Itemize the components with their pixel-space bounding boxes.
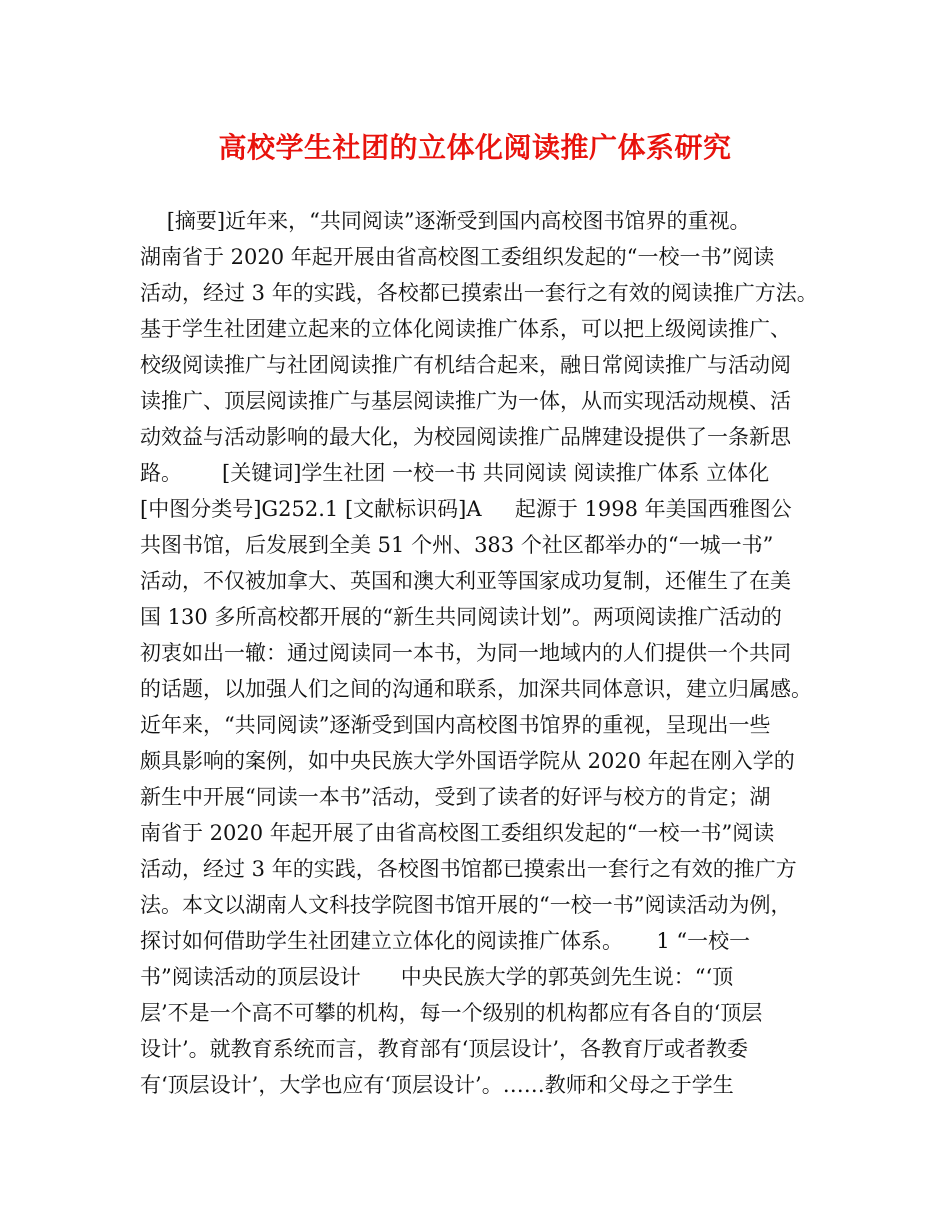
body-line: 书”阅读活动的顶层设计 中央民族大学的郭英剑先生说：“‘顶: [140, 965, 734, 989]
body-line: 国 130 多所高校都开展的“新生共同阅读计划”。两项阅读推广活动的: [140, 605, 782, 629]
body-line: 读推广、顶层阅读推广与基层阅读推广为一体，从而实现活动规模、活: [140, 389, 791, 413]
body-line: 的话题，以加强人们之间的沟通和联系，加深共同体意识，建立归属感。: [140, 677, 812, 701]
body-line: 共图书馆，后发展到全美 51 个州、383 个社区都举办的“一城一书”: [140, 533, 774, 557]
body-line: 设计’。就教育系统而言，教育部有‘顶层设计’，各教育厅或者教委: [140, 1037, 749, 1061]
body-line: 活动，经过 3 年的实践，各校图书馆都已摸索出一套行之有效的推广方: [140, 857, 797, 881]
body-line: 活动，经过 3 年的实践，各校都已摸索出一套行之有效的阅读推广方法。: [140, 281, 818, 305]
body-line: 路。 [关键词]学生社团 一校一书 共同阅读 阅读推广体系 立体化: [140, 461, 770, 485]
document-title: 高校学生社团的立体化阅读推广体系研究: [218, 131, 732, 164]
body-line: 湖南省于 2020 年起开展由省高校图工委组织发起的“一校一书”阅读: [140, 245, 775, 269]
body-line: 南省于 2020 年起开展了由省高校图工委组织发起的“一校一书”阅读: [140, 821, 775, 845]
body-line: 基于学生社团建立起来的立体化阅读推广体系，可以把上级阅读推广、: [140, 317, 791, 341]
body-line: 法。本文以湖南人文科技学院图书馆开展的“一校一书”阅读活动为例，: [140, 893, 792, 917]
body-line: 颇具影响的案例，如中央民族大学外国语学院从 2020 年起在刚入学的: [140, 749, 795, 773]
body-line: 新生中开展“同读一本书”活动，受到了读者的好评与校方的肯定；湖: [140, 785, 771, 809]
body-line: 探讨如何借助学生社团建立立体化的阅读推广体系。 1 “一校一: [140, 929, 751, 953]
body-line: 活动，不仅被加拿大、英国和澳大利亚等国家成功复制，还催生了在美: [140, 569, 791, 593]
body-line: 校级阅读推广与社团阅读推广有机结合起来，融日常阅读推广与活动阅: [140, 353, 791, 377]
body-line: [摘要]近年来，“共同阅读”逐渐受到国内高校图书馆界的重视。: [140, 209, 751, 233]
body-line: 近年来，“共同阅读”逐渐受到国内高校图书馆界的重视，呈现出一些: [140, 713, 771, 737]
body-line: [中图分类号]G252.1 [文献标识码]A 起源于 1998 年美国西雅图公: [140, 497, 792, 521]
body-line: 动效益与活动影响的最大化，为校园阅读推广品牌建设提供了一条新思: [140, 425, 791, 449]
body-line: 有‘顶层设计’，大学也应有‘顶层设计’。……教师和父母之于学生: [140, 1073, 734, 1097]
body-line: 层’不是一个高不可攀的机构，每一个级别的机构都应有各自的‘顶层: [140, 1001, 763, 1025]
document-body: [140, 203, 830, 1103]
body-line: 初衷如出一辙：通过阅读同一本书，为同一地域内的人们提供一个共同: [140, 641, 791, 665]
